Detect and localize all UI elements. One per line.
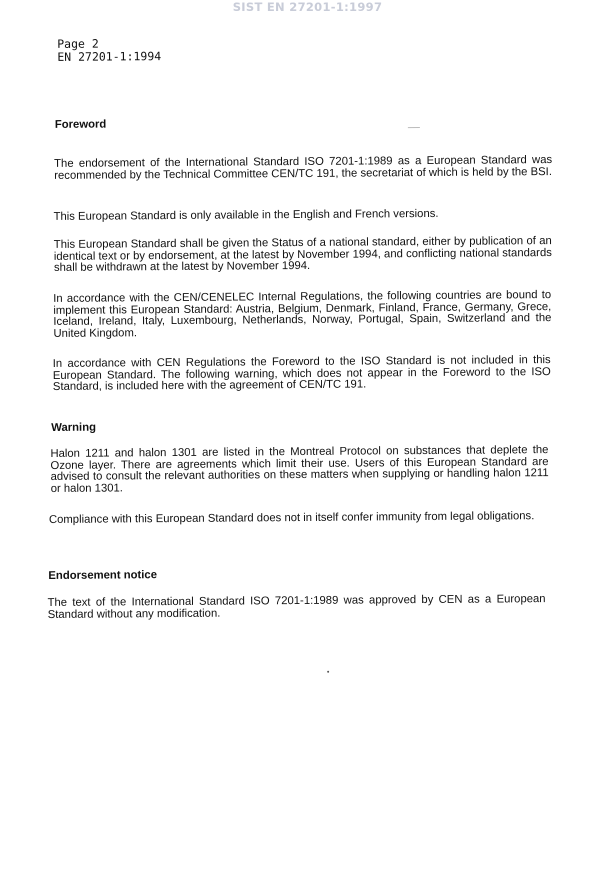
foreword-paragraph: This European Standard is only available in the English and French versions.	[53, 207, 439, 223]
warning-paragraph: Halon 1211 and halon 1301 are listed in the Montreal Protocol on substances that deplete the Ozone layer. There are agreements which limit their use. Users of this European Standard are advised to consult the relevant authorities on these matters when supplying or handling halon 1211 or halon 1301.	[50, 444, 549, 495]
document-id: EN 27201-1:1994	[57, 49, 162, 64]
scan-mark	[408, 127, 420, 128]
watermark: SIST EN 27201-1:1997	[232, 0, 383, 14]
warning-heading: Warning	[51, 421, 97, 434]
foreword-heading: Foreword	[54, 118, 107, 131]
foreword-paragraph: In accordance with CEN Regulations the Foreword to the ISO Standard is not included in this European Standard. The following warning, which does not appear in the Foreword to the ISO Standard, is included here with the agreement of CEN/TC 191.	[52, 354, 551, 394]
endorsement-heading: Endorsement notice	[48, 569, 158, 582]
endorsement-paragraph: The text of the International Standard ISO 7201-1:1989 was approved by CEN as a European Standard without any modification.	[47, 593, 546, 621]
foreword-paragraph: This European Standard shall be given the Status of a national standard, either by publication of an identical text or by endorsement, at the latest by November 1994, and conflicting national standards shall be withdrawn at the latest by November 1994.	[53, 235, 552, 275]
foreword-paragraph: The endorsement of the International Standard ISO 7201-1:1989 as a European Standard was recommended by the Technical Committee CEN/TC 191, the secretariat of which is held by the BSI.	[54, 154, 553, 182]
page-number: Page 2	[57, 36, 99, 51]
scan-speck	[327, 671, 329, 673]
warning-paragraph: Compliance with this European Standard does not in itself confer immunity from legal obligations.	[48, 510, 535, 526]
foreword-paragraph: In accordance with the CEN/CENELEC Internal Regulations, the following countries are bound to implement this European Standard: Austria, Belgium, Denmark, Finland, France, Germany, Grece, Iceland, Ireland, Italy, Luxembourg, Netherlands, Norway, Portugal, Spain, Switzerland and the United Kingdom.	[53, 289, 552, 340]
